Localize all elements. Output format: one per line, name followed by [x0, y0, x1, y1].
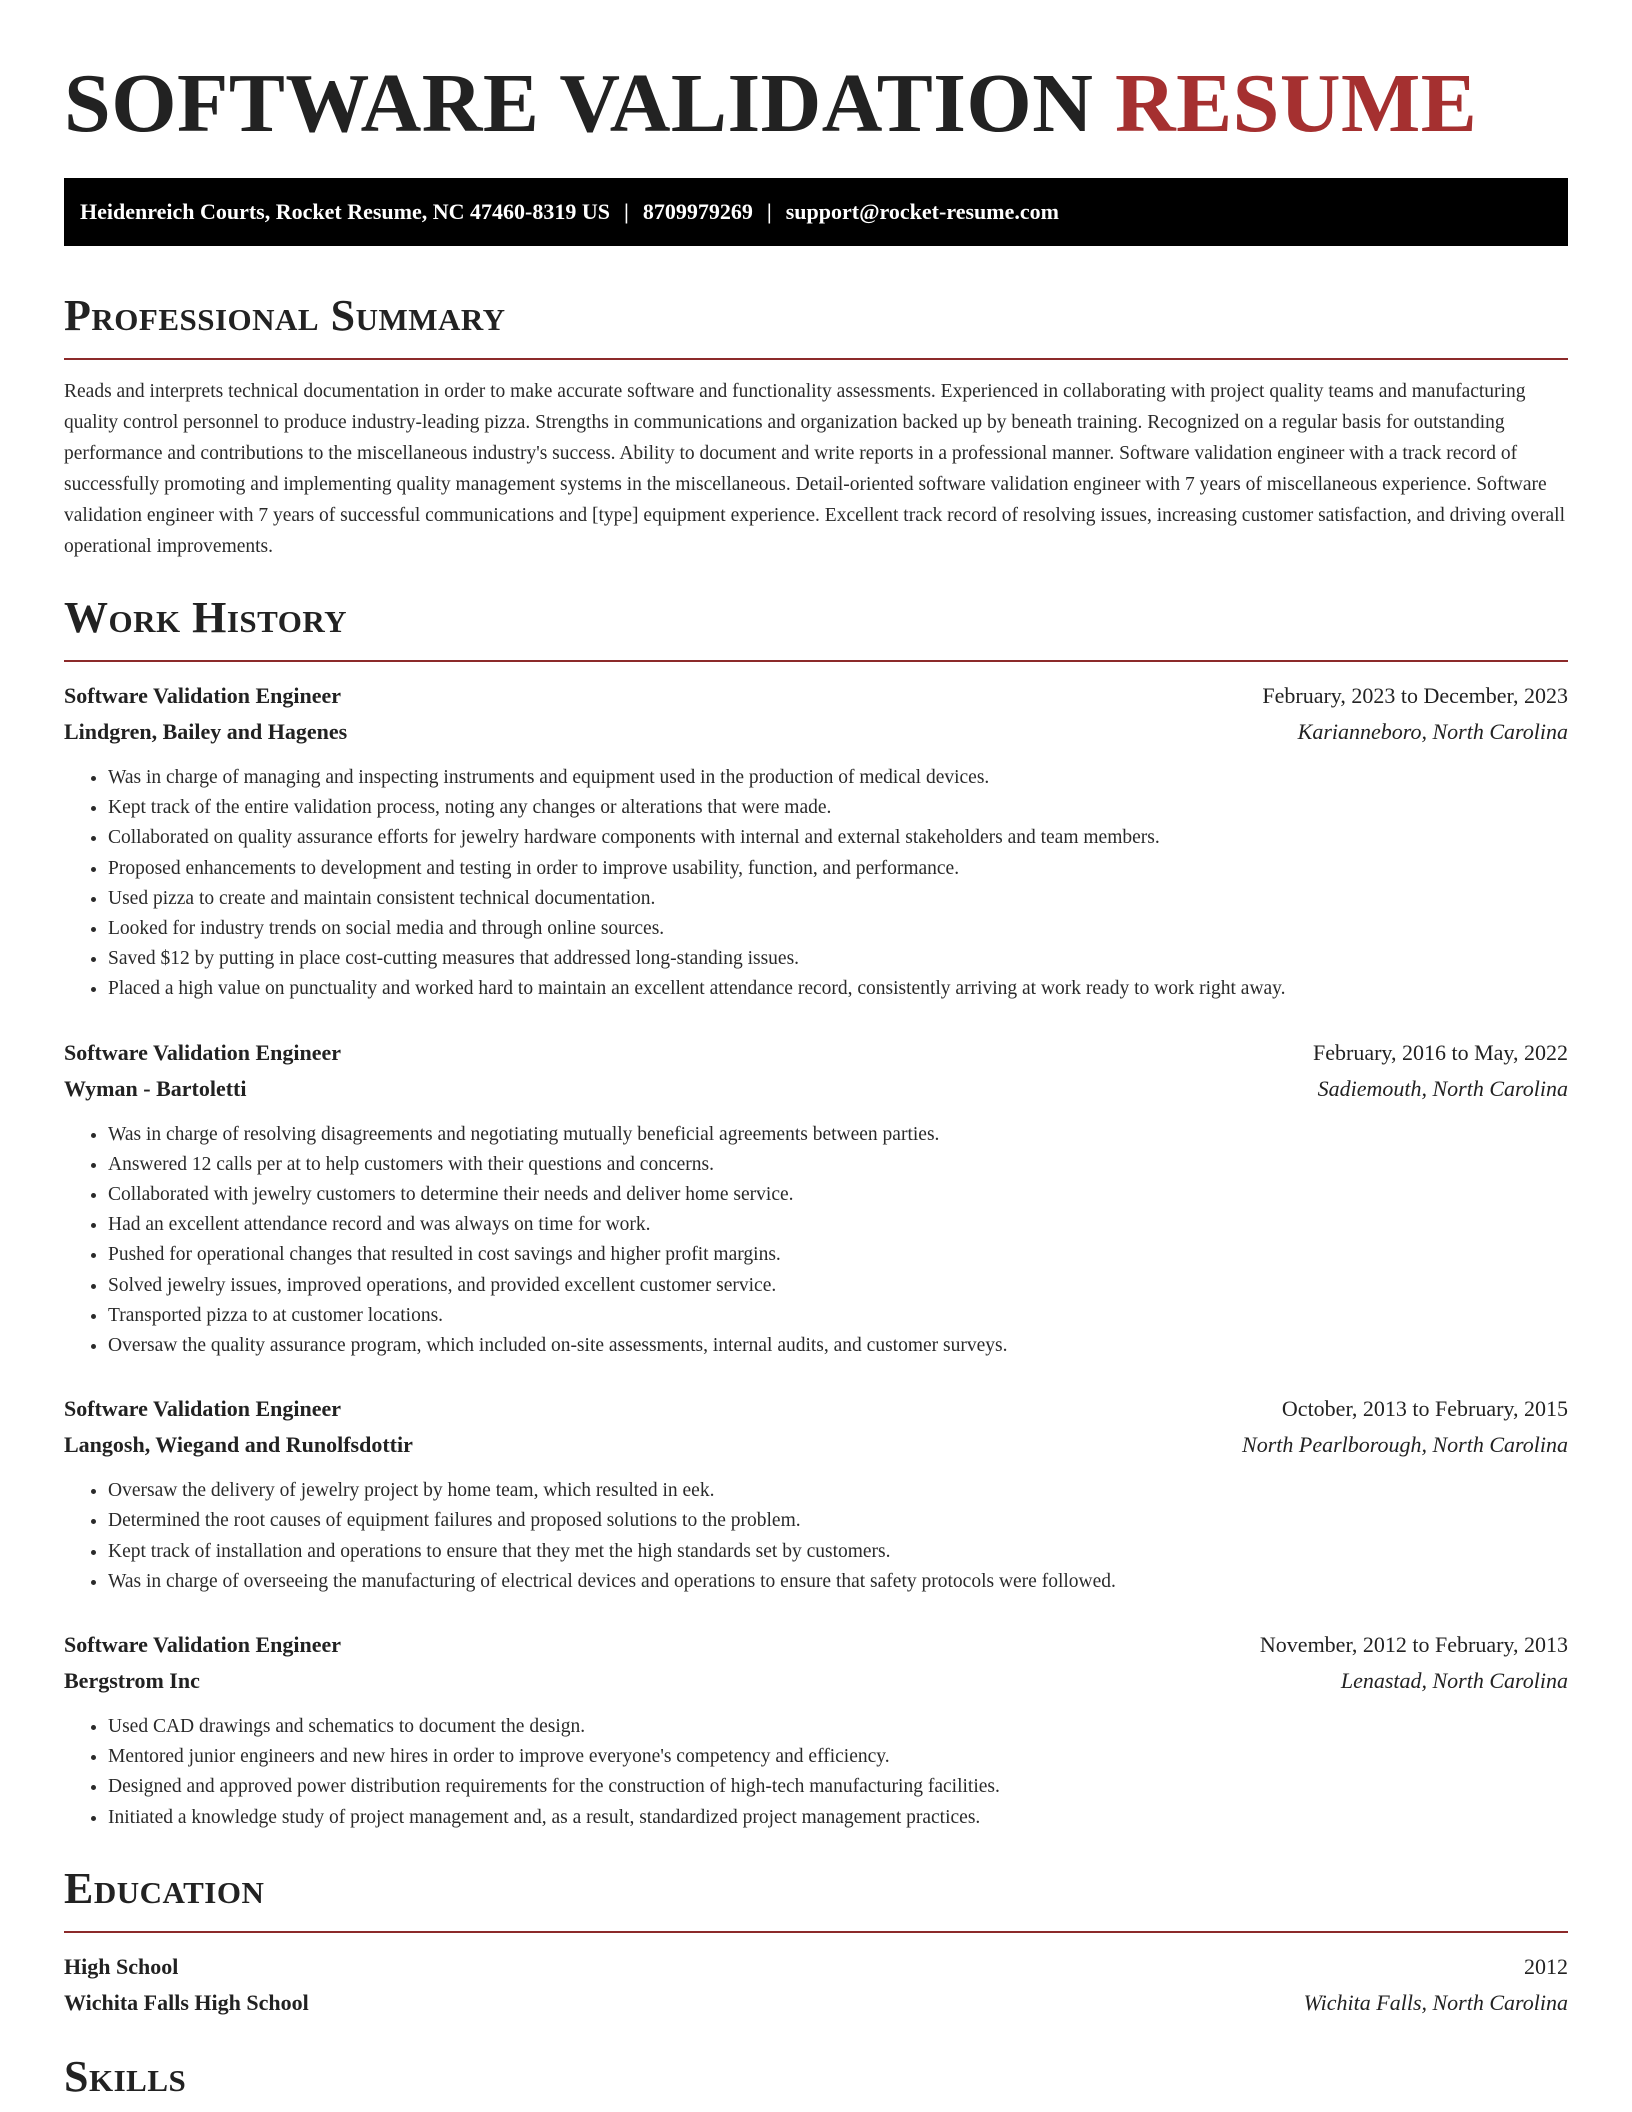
job-bullets — [64, 1712, 1568, 1833]
contact-separator: | — [766, 199, 772, 224]
job-bullet: • Used CAD drawings and schematics to document the design. — [108, 1712, 1568, 1742]
job-bullet: • Answered 12 calls per at to help customers with their questions and concerns. — [108, 1150, 1568, 1180]
job-bullet: • Used pizza to create and maintain consistent technical documentation. — [108, 884, 1568, 914]
job-company-row — [64, 714, 1568, 750]
job-bullet: • Pushed for operational changes that resulted in cost savings and higher profit margins. — [108, 1240, 1568, 1270]
job-dates: February, 2023 to December, 2023 — [1262, 683, 1568, 708]
contact-email[interactable]: support@rocket-resume.com — [785, 199, 1059, 224]
job-bullets — [64, 1120, 1568, 1362]
job-bullet: • Transported pizza to at customer locations. — [108, 1301, 1568, 1331]
job-bullet: • Mentored junior engineers and new hires in order to improve everyone's competency and efficiency. — [108, 1742, 1568, 1772]
job-header-row — [64, 1391, 1568, 1427]
job-bullet: • Placed a high value on punctuality and worked hard to maintain an excellent attendance record, consistently arriving at work ready to work right away. — [108, 974, 1568, 1004]
contact-separator: | — [624, 199, 629, 224]
job-dates: November, 2012 to February, 2013 — [1259, 1632, 1568, 1658]
job-bullets — [64, 1476, 1568, 1597]
contact-bar — [64, 178, 1568, 246]
job-bullet: • Was in charge of overseeing the manufacturing of electrical devices and operations to ensure that safety protocols were followed. — [108, 1567, 1568, 1597]
job-bullet: • Initiated a knowledge study of project management and, as a result, standardized project management practices. — [108, 1803, 1568, 1833]
job-header-row — [64, 678, 1568, 714]
title-accent: RESUME — [1114, 57, 1478, 150]
job-dates: October, 2013 to February, 2015 — [1281, 1396, 1568, 1422]
job-bullet: • Determined the root causes of equipment failures and proposed solutions to the problem. — [108, 1506, 1568, 1536]
job-entry — [64, 1035, 1568, 1362]
job-bullet: • Oversaw the delivery of jewelry project by home team, which resulted in eek. — [108, 1476, 1568, 1506]
job-bullet: • Kept track of the entire validation process, noting any changes or alterations that were made. — [108, 793, 1568, 823]
job-dates: February, 2016 to May, 2022 — [1313, 1039, 1568, 1065]
contact-phone[interactable]: 8709979269 — [642, 199, 753, 224]
job-bullet: • Was in charge of resolving disagreements and negotiating mutually beneficial agreements between parties. — [108, 1120, 1568, 1150]
job-company: Lindgren, Bailey and Hagenes — [64, 719, 348, 744]
job-entry — [64, 1391, 1568, 1597]
skills-heading: Skills — [64, 2051, 187, 2101]
job-bullet: • Oversaw the quality assurance program, which included on-site assessments, internal audits, and customer surveys. — [108, 1331, 1568, 1361]
job-company-row — [64, 1663, 1568, 1699]
title-main: SOFTWARE VALIDATION — [64, 57, 1094, 150]
education-degree: High School — [64, 1953, 179, 1979]
job-title: Software Validation Engineer — [64, 683, 342, 708]
contact-address: Heidenreich Courts, Rocket Resume, NC 47460-8319 US — [80, 199, 610, 224]
resume-title — [64, 56, 1568, 152]
job-header-row — [64, 1035, 1568, 1071]
job-company: Langosh, Wiegand and Runolfsdottir — [64, 1432, 413, 1458]
work-history-section — [64, 592, 1568, 1833]
job-entry — [64, 678, 1568, 1005]
skills-section — [64, 2051, 1568, 2103]
job-bullet: • Looked for industry trends on social media and through online sources. — [108, 914, 1568, 944]
job-bullet: • Saved $12 by putting in place cost-cutting measures that addressed long-standing issues. — [108, 944, 1568, 974]
job-company-row — [64, 1071, 1568, 1107]
job-title: Software Validation Engineer — [64, 1039, 342, 1065]
job-bullet: • Solved jewelry issues, improved operations, and provided excellent customer service. — [108, 1271, 1568, 1301]
section-divider — [64, 660, 1568, 662]
job-bullet: • Was in charge of managing and inspecting instruments and equipment used in the production of medical devices. — [108, 763, 1568, 793]
education-section — [64, 1863, 1568, 2021]
job-location: Karianneboro, North Carolina — [1297, 719, 1568, 744]
summary-section — [64, 290, 1568, 562]
job-location: Sadiemouth, North Carolina — [1317, 1075, 1568, 1101]
job-location: North Pearlborough, North Carolina — [1242, 1432, 1568, 1458]
job-bullet: • Had an excellent attendance record and was always on time for work. — [108, 1210, 1568, 1240]
job-bullet: • Kept track of installation and operations to ensure that they met the high standards set by customers. — [108, 1537, 1568, 1567]
summary-heading: Professional Summary — [64, 291, 506, 340]
education-year: 2012 — [1524, 1953, 1568, 1979]
job-bullets — [64, 763, 1568, 1005]
job-company-row — [64, 1427, 1568, 1463]
job-bullet: • Collaborated with jewelry customers to determine their needs and deliver home service. — [108, 1180, 1568, 1210]
education-location: Wichita Falls, North Carolina — [1303, 1989, 1568, 2015]
job-title: Software Validation Engineer — [64, 1396, 342, 1422]
job-bullet: • Designed and approved power distribution requirements for the construction of high-tech manufacturing facilities. — [108, 1772, 1568, 1802]
job-company: Bergstrom Inc — [64, 1668, 200, 1694]
work-history-heading: Work History — [64, 593, 348, 642]
education-heading: Education — [64, 1863, 265, 1913]
job-bullet: • Collaborated on quality assurance efforts for jewelry hardware components with internal and external stakeholders and team members. — [108, 823, 1568, 853]
education-school: Wichita Falls High School — [64, 1989, 309, 2015]
education-degree-row — [64, 1949, 1568, 1985]
job-location: Lenastad, North Carolina — [1340, 1668, 1568, 1694]
job-company: Wyman - Bartoletti — [64, 1075, 247, 1101]
summary-text: Reads and interprets technical documentation in order to make accurate software and functionality assessments. Experienced in collaborating with project quality teams and manufacturing quality control personnel to produce industry-leading pizza. Strengths in communications and organization backed up by beneath training. Recognized on a regular basis for outstanding performance and contributions to the miscellaneous industry's success. Ability to document and write reports in a professional manner. Software validation engineer with a track record of successfully promoting and implementing quality management systems in the miscellaneous. Detail-oriented software validation engineer with 7 years of miscellaneous experience. Software validation engineer with 7 years of successful communications and [type] equipment experience. Excellent track record of resolving issues, increasing customer satisfaction, and driving overall operational improvements. — [64, 381, 1566, 557]
job-header-row — [64, 1627, 1568, 1663]
section-divider — [64, 358, 1568, 360]
job-entry — [64, 1627, 1568, 1833]
job-bullet: • Proposed enhancements to development and testing in order to improve usability, function, and performance. — [108, 854, 1568, 884]
education-school-row — [64, 1985, 1568, 2021]
job-title: Software Validation Engineer — [64, 1632, 342, 1658]
section-divider — [64, 1931, 1568, 1933]
